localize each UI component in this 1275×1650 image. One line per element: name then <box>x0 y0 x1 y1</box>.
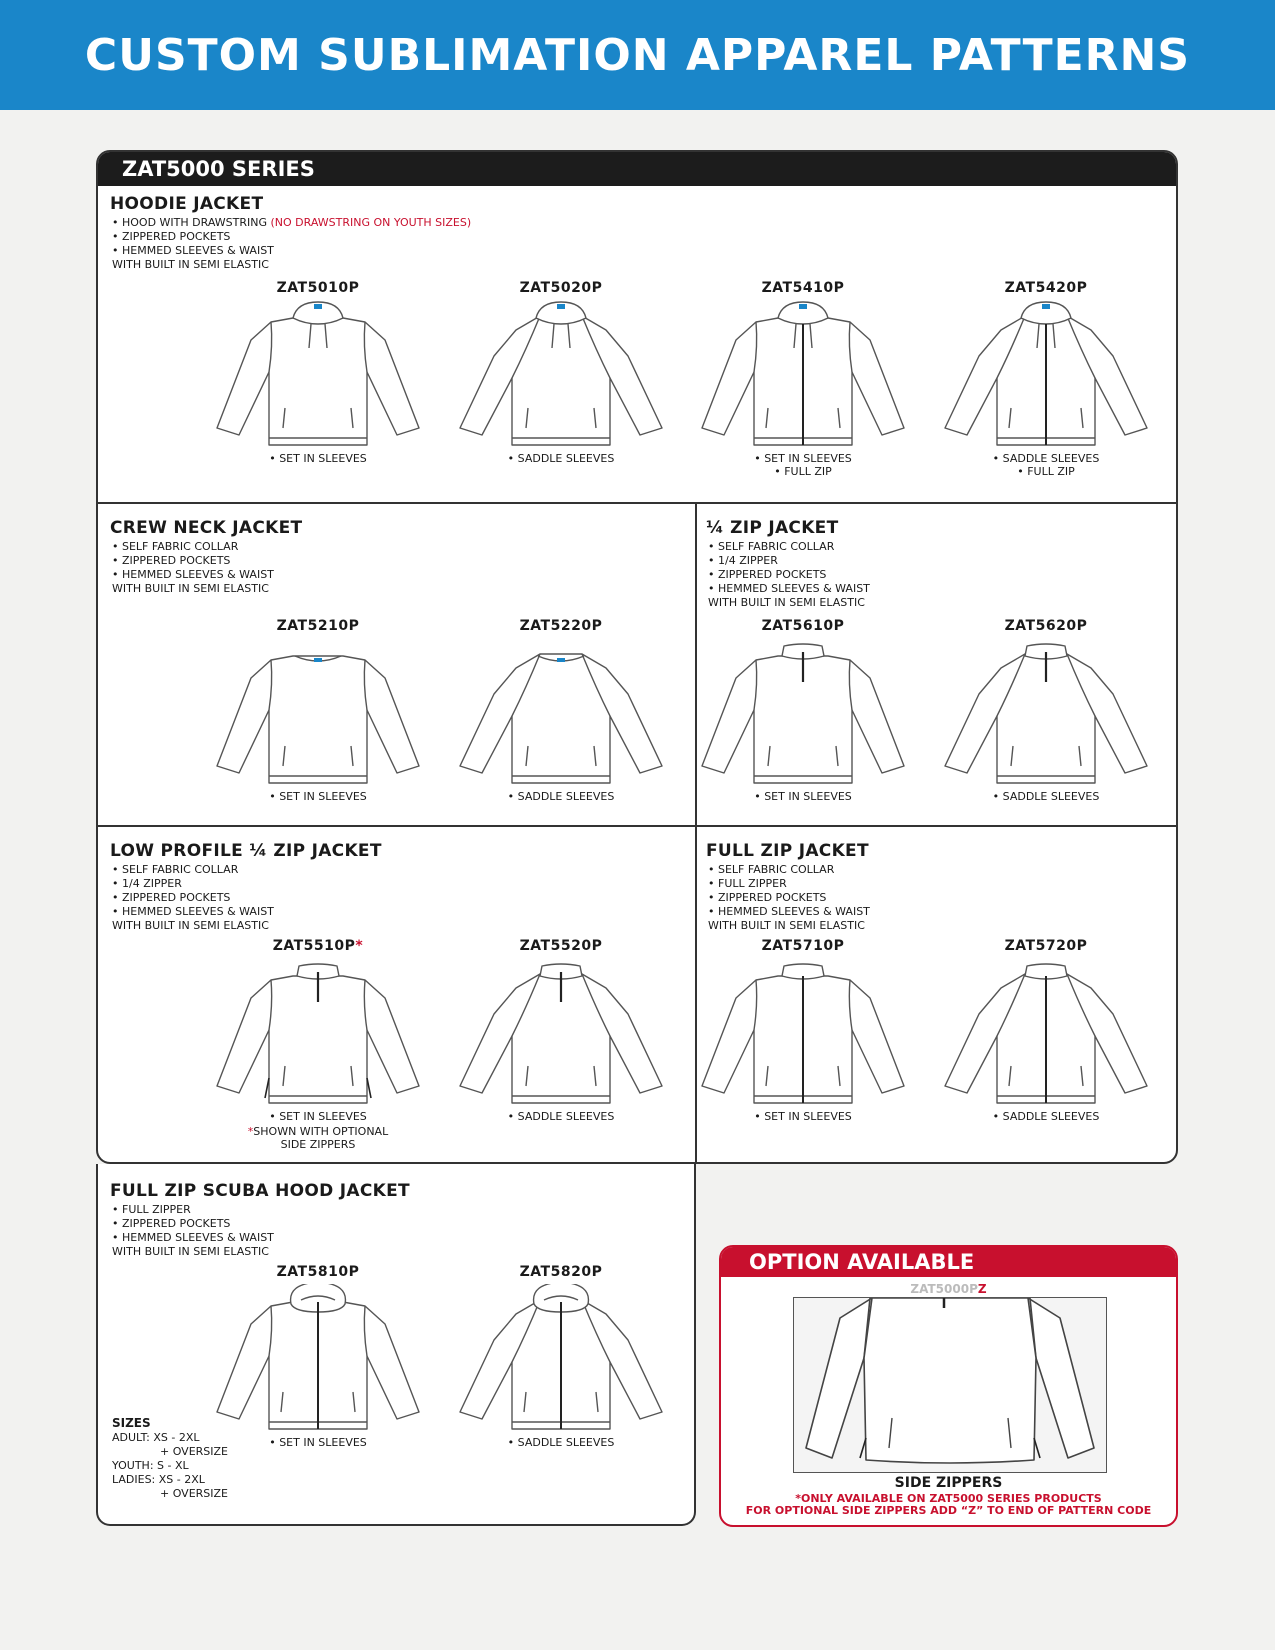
product-caption: • SET IN SLEEVES <box>754 790 852 803</box>
feature-item: • HEMMED SLEEVES & WAIST WITH BUILT IN SEMI ELASTIC <box>112 244 1170 272</box>
sizes-heading: SIZES <box>112 1416 151 1430</box>
product-code: ZAT5210P <box>276 618 360 634</box>
quarter-zip-saddle-illustration <box>941 638 1151 788</box>
scuba-set-in-illustration <box>213 1284 423 1434</box>
asterisk: * <box>355 938 364 954</box>
product-code: ZAT5510P* <box>272 938 364 954</box>
size-adult-extra: + OVERSIZE <box>160 1445 229 1458</box>
product-zat5020p <box>456 280 666 465</box>
product-caption: • SADDLE SLEEVES <box>507 452 615 465</box>
feature-item: • HEMMED SLEEVES & WAIST WITH BUILT IN SEMI ELASTIC <box>708 582 1166 610</box>
product-caption: • SET IN SLEEVES <box>269 1110 367 1123</box>
low-profile-set-in-illustration <box>213 958 423 1108</box>
section-title: ¼ ZIP JACKET <box>706 518 839 538</box>
product-caption: • SADDLE SLEEVES <box>992 790 1100 803</box>
quarter-zip-section <box>706 518 1166 610</box>
product-code: ZAT5420P <box>1004 280 1088 296</box>
product-zat5210p <box>213 618 423 803</box>
divider <box>98 502 1178 504</box>
product-caption: • SET IN SLEEVES <box>269 1436 367 1449</box>
size-youth: YOUTH: S - XL <box>112 1459 189 1472</box>
size-ladies: LADIES: XS - 2XL <box>112 1473 205 1486</box>
product-code: ZAT5010P <box>276 280 360 296</box>
product-code: ZAT5620P <box>1004 618 1088 634</box>
hoodie-set-in-sleeves-illustration <box>213 300 423 450</box>
product-code: ZAT5410P <box>761 280 845 296</box>
feature-item: • HEMMED SLEEVES & WAIST WITH BUILT IN SEMI ELASTIC <box>112 568 670 596</box>
size-ladies-extra: + OVERSIZE <box>160 1487 229 1500</box>
page-banner <box>0 0 1275 110</box>
option-note: *ONLY AVAILABLE ON ZAT5000 SERIES PRODUCTS FOR OPTIONAL SIDE ZIPPERS ADD “Z” TO END OF PATTERN CODE <box>745 1492 1152 1517</box>
feature-item: • ZIPPERED POCKETS <box>112 891 670 905</box>
crew-saddle-illustration <box>456 638 666 788</box>
product-zat5620p <box>941 618 1151 803</box>
option-header <box>721 1247 1176 1277</box>
crew-neck-section <box>110 518 670 596</box>
side-zipper-closeup <box>793 1297 1107 1473</box>
feature-item: • HEMMED SLEEVES & WAIST WITH BUILT IN SEMI ELASTIC <box>708 905 1166 933</box>
page-title: CUSTOM SUBLIMATION APPAREL PATTERNS <box>84 29 1191 81</box>
feature-item: • SELF FABRIC COLLAR <box>112 540 670 554</box>
feature-list <box>112 1203 670 1259</box>
feature-item: • FULL ZIPPER <box>112 1203 670 1217</box>
feature-list <box>708 540 1166 610</box>
product-code: ZAT5610P <box>761 618 845 634</box>
youth-note: (NO DRAWSTRING ON YOUTH SIZES) <box>270 216 472 229</box>
divider <box>98 825 1178 827</box>
product-zat5220p <box>456 618 666 803</box>
product-code: ZAT5020P <box>519 280 603 296</box>
section-title: FULL ZIP JACKET <box>706 841 869 861</box>
option-heading: OPTION AVAILABLE <box>749 1250 975 1274</box>
product-code: ZAT5810P <box>276 1264 360 1280</box>
feature-item: • SELF FABRIC COLLAR <box>112 863 670 877</box>
full-zip-set-in-illustration <box>698 958 908 1108</box>
product-zat5410p <box>698 280 908 478</box>
feature-item: • 1/4 ZIPPER <box>708 554 1166 568</box>
feature-item: • ZIPPERED POCKETS <box>112 230 1170 244</box>
side-zipper-illustration <box>794 1298 1106 1472</box>
divider <box>695 502 697 1164</box>
hoodie-saddle-sleeves-illustration <box>456 300 666 450</box>
scuba-saddle-illustration <box>456 1284 666 1434</box>
sizes-block <box>112 1416 228 1501</box>
feature-item: • 1/4 ZIPPER <box>112 877 670 891</box>
feature-item: • ZIPPERED POCKETS <box>112 1217 670 1231</box>
section-title: CREW NECK JACKET <box>110 518 303 538</box>
low-profile-section <box>110 841 670 933</box>
product-caption: • SET IN SLEEVES <box>269 452 367 465</box>
option-code-suffix: Z <box>977 1282 987 1296</box>
feature-item: • FULL ZIPPER <box>708 877 1166 891</box>
product-code: ZAT5710P <box>761 938 845 954</box>
feature-item: • HEMMED SLEEVES & WAIST WITH BUILT IN SEMI ELASTIC <box>112 905 670 933</box>
product-caption: • SADDLE SLEEVES <box>992 1110 1100 1123</box>
full-zip-section <box>706 841 1166 933</box>
series-title: ZAT5000 SERIES <box>122 157 315 181</box>
product-caption: • SADDLE SLEEVES <box>507 790 615 803</box>
product-zat5010p <box>213 280 423 465</box>
feature-list <box>112 216 1170 272</box>
section-title: LOW PROFILE ¼ ZIP JACKET <box>110 841 382 861</box>
product-caption: • SADDLE SLEEVES <box>507 1110 615 1123</box>
feature-item: • ZIPPERED POCKETS <box>708 891 1166 905</box>
product-caption: • SET IN SLEEVES • FULL ZIP <box>754 452 852 478</box>
product-code: ZAT5520P <box>519 938 603 954</box>
hoodie-section <box>110 194 1170 272</box>
series-header <box>98 152 1176 186</box>
option-code: ZAT5000PZ <box>910 1282 987 1296</box>
product-zat5820p <box>456 1264 666 1449</box>
product-code: ZAT5720P <box>1004 938 1088 954</box>
product-zat5510p <box>213 938 423 1151</box>
optional-note: *SHOWN WITH OPTIONAL SIDE ZIPPERS <box>247 1125 389 1151</box>
feature-list <box>708 863 1166 933</box>
product-caption: • SET IN SLEEVES <box>754 1110 852 1123</box>
feature-list <box>112 540 670 596</box>
feature-item: • ZIPPERED POCKETS <box>708 568 1166 582</box>
product-code: ZAT5220P <box>519 618 603 634</box>
section-title: HOODIE JACKET <box>110 194 264 214</box>
feature-item: • HEMMED SLEEVES & WAIST WITH BUILT IN SEMI ELASTIC <box>112 1231 670 1259</box>
feature-item: • ZIPPERED POCKETS <box>112 554 670 568</box>
low-profile-saddle-illustration <box>456 958 666 1108</box>
product-caption: • SADDLE SLEEVES <box>507 1436 615 1449</box>
quarter-zip-set-in-illustration <box>698 638 908 788</box>
scuba-hood-section <box>110 1181 670 1259</box>
product-code: ZAT5820P <box>519 1264 603 1280</box>
section-title: FULL ZIP SCUBA HOOD JACKET <box>110 1181 410 1201</box>
feature-item: • SELF FABRIC COLLAR <box>708 540 1166 554</box>
feature-list <box>112 863 670 933</box>
hoodie-full-zip-saddle-illustration <box>941 300 1151 450</box>
option-available-box <box>719 1245 1178 1527</box>
scuba-hood-panel <box>96 1164 696 1526</box>
product-zat5710p <box>698 938 908 1123</box>
product-zat5610p <box>698 618 908 803</box>
crew-set-in-illustration <box>213 638 423 788</box>
feature-item: • HOOD WITH DRAWSTRING (NO DRAWSTRING ON YOUTH SIZES) <box>112 216 1170 230</box>
product-zat5720p <box>941 938 1151 1123</box>
size-adult: ADULT: XS - 2XL <box>112 1431 200 1444</box>
product-zat5810p <box>213 1264 423 1449</box>
product-caption: • SADDLE SLEEVES • FULL ZIP <box>992 452 1100 478</box>
full-zip-saddle-illustration <box>941 958 1151 1108</box>
hoodie-full-zip-set-in-illustration <box>698 300 908 450</box>
product-zat5420p <box>941 280 1151 478</box>
option-title: SIDE ZIPPERS <box>894 1475 1003 1491</box>
product-caption: • SET IN SLEEVES <box>269 790 367 803</box>
feature-item: • SELF FABRIC COLLAR <box>708 863 1166 877</box>
product-zat5520p <box>456 938 666 1123</box>
series-panel <box>96 150 1178 1164</box>
